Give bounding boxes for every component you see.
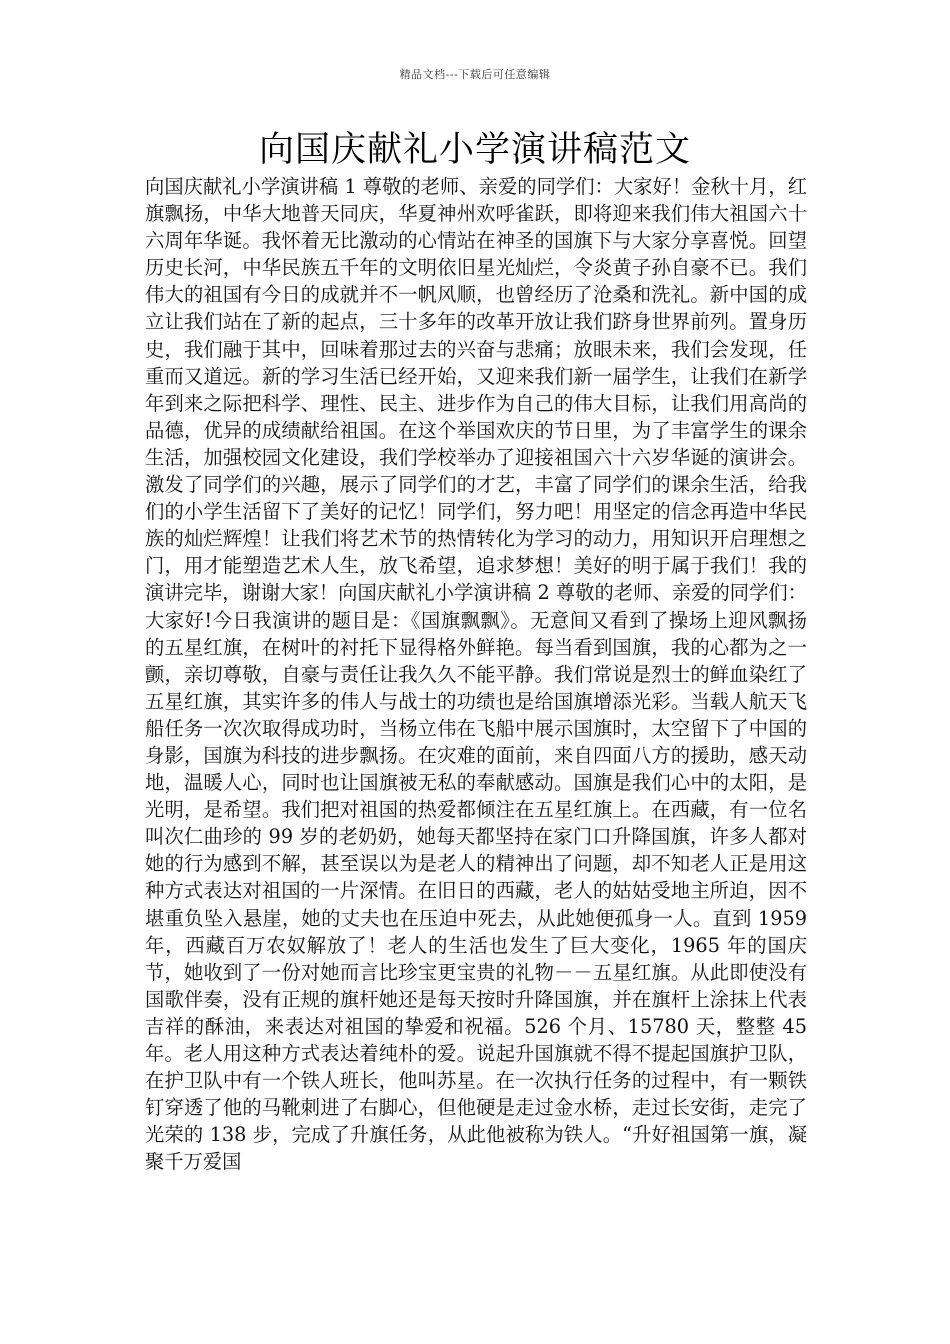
header-note: 精品文档---下载后可任意编辑 — [399, 68, 551, 81]
document-title: 向国庆献礼小学演讲稿范文 — [258, 130, 691, 170]
body-paragraph: 向国庆献礼小学演讲稿 1 尊敬的老师、亲爱的同学们：大家好！金秋十月，红旗飘扬，中华大地普天同庆，华夏神州欢呼雀跃，即将迎来我们伟大祖国六十六周年华诞。我怀着无比激动的心情站在神圣的国旗下与大家分享喜悦。回望历史长河，中华民族五千年的文明依旧星光灿烂，令炎黄子孙自豪不已。我们伟大的祖国有今日的成就并不一帆风顺，也曾经历了沧桑和洗礼。新中国的成立让我们站在了新的起点，三十多年的改革开放让我们跻身世界前列。置身历史，我们融于其中，回味着那过去的兴奋与悲痛；放眼未来，我们会发现，任重而又道远。新的学习生活已经开始，又迎来我们新一届学生，让我们在新学年到来之际把科学、理性、民主、进步作为自己的伟大目标，让我们用高尚的品德，优异的成绩献给祖国。在这个举国欢庆的节日里，为了丰富学生的课余生活，加强校园文化建设，我们学校举办了迎接祖国六十六岁华诞的演讲会。激发了同学们的兴趣，展示了同学们的才艺，丰富了同学们的课余生活，给我们的小学生活留下了美好的记忆！同学们，努力吧！用坚定的信念再造中华民族的灿烂辉煌！让我们将艺术节的热情转化为学习的动力，用知识开启理想之门，用才能塑造艺术人生，放飞希望，追求梦想！美好的明于属于我们！我的演讲完毕，谢谢大家！向国庆献礼小学演讲稿 2 尊敬的老师、亲爱的同学们：大家好!今日我演讲的题目是：《国旗飘飘》。无意间又看到了操场上迎风飘扬的五星红旗，在树叶的衬托下显得格外鲜艳。每当看到国旗，我的心都为之一颤，亲切尊敬，自豪与责任让我久久不能平静。我们常说是烈士的鲜血染红了五星红旗，其实许多的伟人与战士的功绩也是给国旗增添光彩。当载人航天飞船任务一次次取得成功时，当杨立伟在飞船中展示国旗时，太空留下了中国的身影，国旗为科技的进步飘扬。在灾难的面前，来自四面八方的援助，感天动地，温暖人心，同时也让国旗被无私的奉献感动。国旗是我们心中的太阳，是光明，是希望。我们把对祖国的热爱都倾注在五星红旗上。在西藏，有一位名叫次仁曲珍的 99 岁的老奶奶，她每天都坚持在家门口升降国旗，许多人都对她的行为感到不解，甚至误以为是老人的精神出了问题，却不知老人正是用这种方式表达对祖国的一片深情。在旧日的西藏，老人的姑姑受地主所迫，因不堪重负坠入悬崖，她的丈夫也在压迫中死去，从此她便孤身一人。直到 1959 年，西藏百万农奴解放了！老人的生活也发生了巨大变化，1965 年的国庆节，她收到了一份对她而言比珍宝更宝贵的礼物－－五星红旗。从此即使没有国歌伴奏，没有正规的旗杆她还是每天按时升降国旗，并在旗杆上涂抹上代表吉祥的酥油，来表达对祖国的挚爱和祝福。526 个月、15780 天，整整 45 年。老人用这种方式表达着纯朴的爱。说起升国旗就不得不提起国旗护卫队，在护卫队中有一个铁人班长，他叫苏星。在一次执行任务的过程中，有一颗铁钉穿透了他的马靴刺进了右脚心，但他硬是走过金水桥，走过长安街，走完了光荣的 138 步，完成了升旗任务，从此他被称为铁人。“升好祖国第一旗，凝聚千万爱国 — [145, 175, 807, 1174]
